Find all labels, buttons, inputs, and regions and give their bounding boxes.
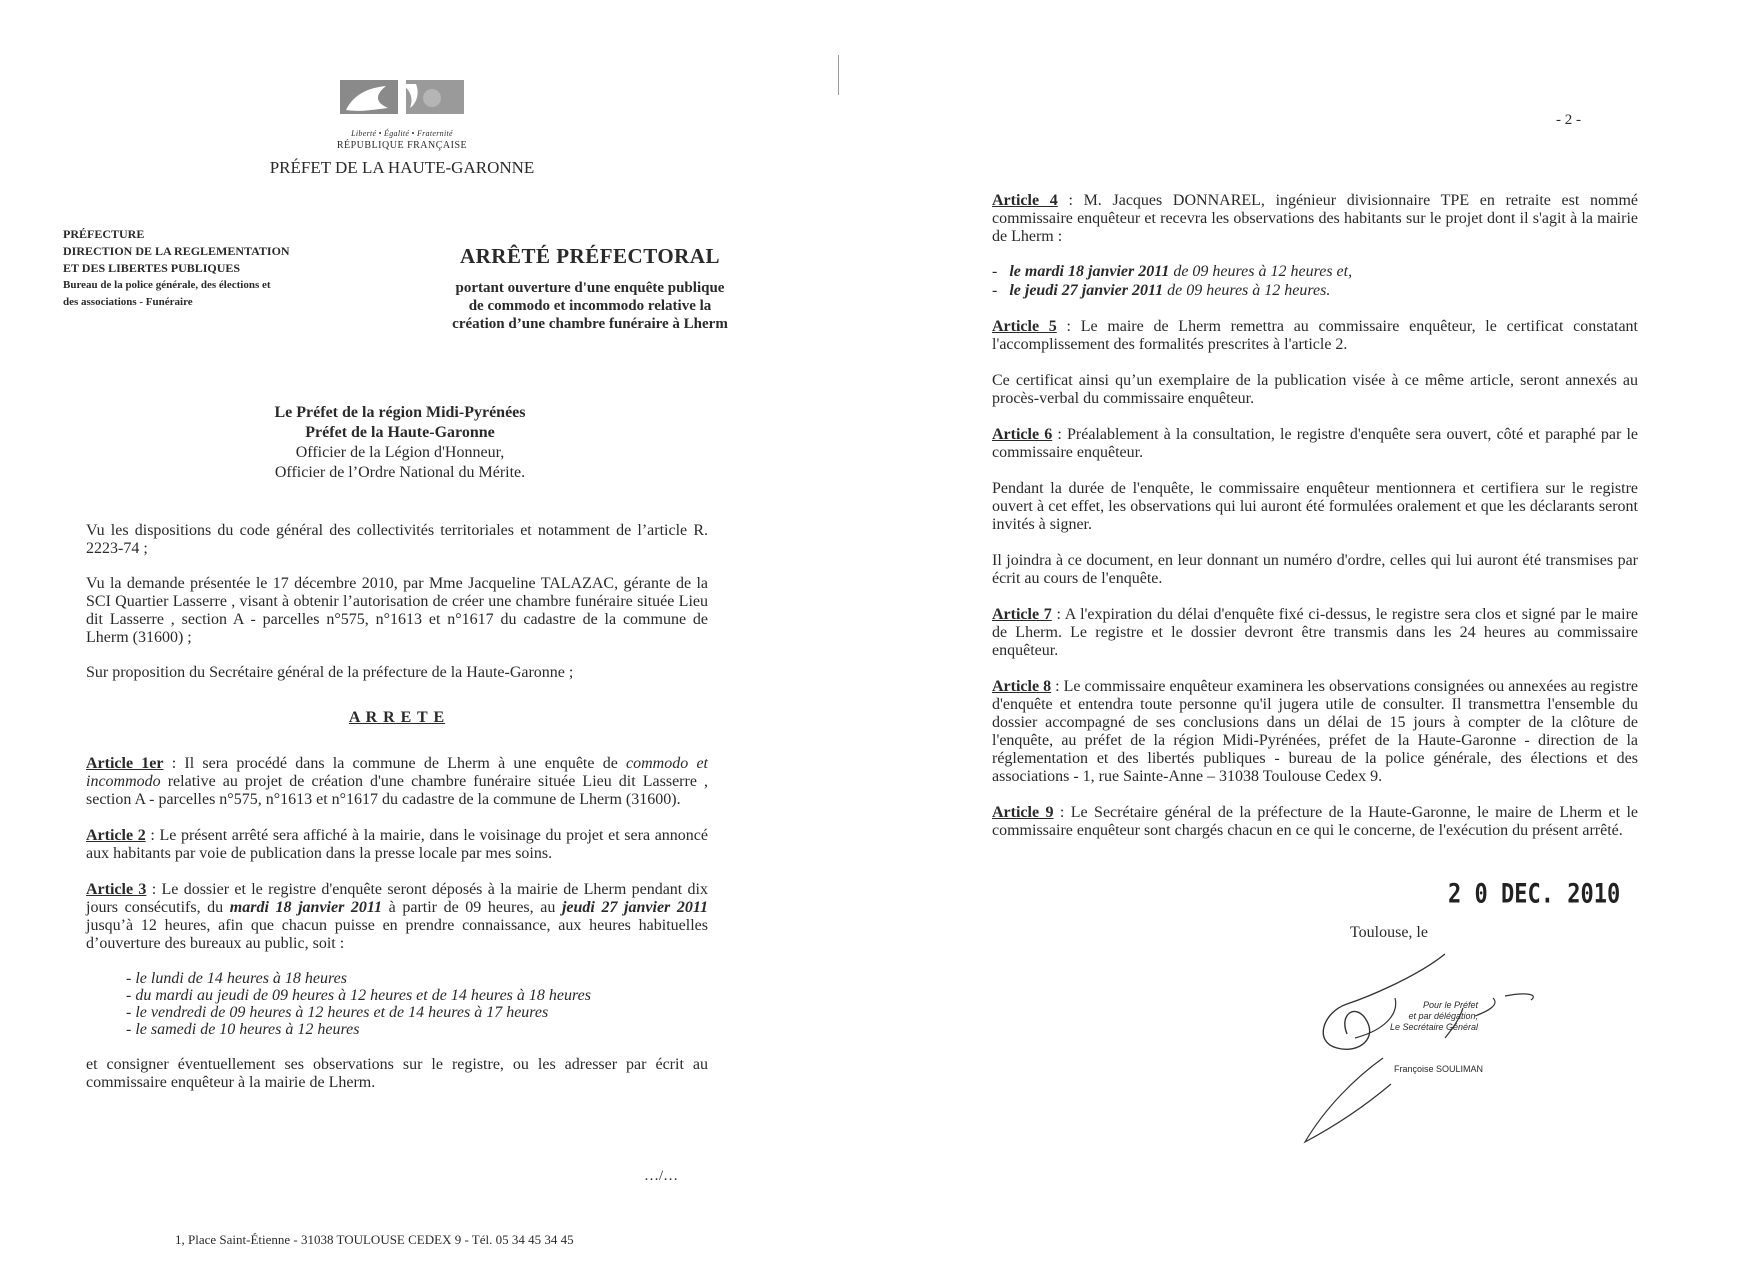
article-label: Article 9 (992, 804, 1054, 821)
article-label: Article 5 (992, 318, 1057, 335)
article-text: relative au projet de création d'une chambre funéraire située Lieu dit Lasserre , section A - parcelles n°575, n°1613 et n°1617 du cadastre de la commune de Lherm (31600). (86, 773, 708, 808)
signature-line: Pour le Préfet (1422, 1000, 1478, 1010)
left-body (86, 522, 708, 1092)
prefect-label: PRÉFET DE LA HAUTE-GARONNE (269, 158, 535, 177)
article-8 (992, 678, 1638, 786)
article-label: Article 7 (992, 606, 1052, 623)
service-line: DIRECTION DE LA REGLEMENTATION (63, 244, 290, 258)
article-date: le jeudi 27 janvier 2011 (1009, 282, 1164, 299)
article-text: : Préalablement à la consultation, le registre d'enquête sera ouvert, côté et paraphé par le commissaire enquêteur. (992, 426, 1638, 461)
article-3 (86, 881, 708, 953)
service-line: PRÉFECTURE (63, 227, 145, 241)
article-text: à partir de 09 heures, au (382, 899, 562, 916)
republic-label: RÉPUBLIQUE FRANÇAISE (336, 140, 468, 151)
handwritten-signature (1295, 938, 1585, 1150)
page-number: - 2 - (1556, 112, 1581, 128)
article-label: Article 3 (86, 881, 147, 898)
motto: Liberté • Égalité • Fraternité (351, 129, 453, 138)
footer-address: 1, Place Saint-Étienne - 31038 TOULOUSE CEDEX 9 - Tél. 05 34 45 34 45 (175, 1232, 574, 1247)
article-3-end: et consigner éventuellement ses observations sur le registre, ou les adresser par écrit au commissaire enquêteur à la mairie de Lherm. (86, 1056, 708, 1091)
article-date: mardi 18 janvier 2011 (229, 899, 383, 916)
list-item: - le jeudi 27 janvier 2011 de 09 heures à 12 heures. (992, 282, 1331, 299)
article-6-p2: Pendant la durée de l'enquête, le commissaire enquêteur mentionnera et certifiera sur le registre ouvert à cet effet, les observations qui lui auront été formulées oralement et que les déclarants seront invités à signer. (992, 480, 1638, 533)
article-text: jusqu’à 12 heures, afin que chacun puisse en prendre connaissance, aux heures habituelles d’ouverture des bureaux au public, soit : (86, 917, 708, 952)
authority-block (210, 403, 590, 483)
article-date: jeudi 27 janvier 2011 (561, 899, 708, 916)
signature-line: Le Secrétaire Général (1389, 1022, 1478, 1032)
article-5-p2: Ce certificat ainsi qu’un exemplaire de la publication visée à ce même article, seront annexés au procès-verbal du commissaire enquêteur. (992, 372, 1638, 407)
article-4 (992, 192, 1638, 246)
signature-line: et par délégation, (1408, 1011, 1478, 1021)
article-label: Article 1er (86, 755, 164, 772)
article-9 (992, 804, 1638, 840)
article-1 (86, 755, 708, 809)
service-block (63, 226, 353, 311)
arrete-heading: A R R E T E (348, 709, 446, 726)
date-stamp: 2 0 DEC. 2010 (1448, 879, 1621, 910)
service-line: ET DES LIBERTES PUBLIQUES (63, 261, 241, 275)
signature-block (1378, 1000, 1478, 1033)
article-text: : Il sera procédé dans la commune de Lherm à une enquête de (163, 755, 627, 772)
authority-line: Officier de l’Ordre National du Mérite. (274, 464, 526, 481)
article-text: : Le maire de Lherm remettra au commissaire enquêteur, le certificat constatant l'accomplissement des formalités prescrites à l'article 2. (992, 318, 1639, 353)
authority-line: Le Préfet de la région Midi-Pyrénées (274, 404, 526, 421)
article-text: : Le présent arrêté sera affiché à la mairie, dans le voisinage du projet et sera annoncé aux habitants par voie de publication dans la presse locale par mes soins. (86, 827, 708, 862)
article-label: Article 8 (992, 678, 1052, 695)
article-text: de 09 heures à 12 heures et, (1169, 263, 1353, 280)
list-item: - le mardi 18 janvier 2011 de 09 heures à 12 heures et, (992, 263, 1353, 280)
article-6-p3: Il joindra à ce document, en leur donnant un numéro d'ordre, celles qui lui auront été transmises par écrit au cours de l'enquête. (992, 552, 1638, 587)
vu-paragraph: Vu les dispositions du code général des collectivités territoriales et notamment de l’article R. 2223-74 ; (86, 522, 708, 557)
article-2 (86, 827, 708, 863)
article-text: : Le dossier et le registre d'enquête seront déposés à la mairie de Lherm pendant dix jours consécutifs, du (86, 881, 709, 916)
decree-title-main: ARRÊTÉ PRÉFECTORAL (459, 244, 721, 268)
article-text: : Le Secrétaire général de la préfecture de la Haute-Garonne, le maire de Lherm et le commissaire enquêteur sont chargés chacun en ce qui le concerne, de l'exécution du présent arrêté. (992, 804, 1639, 839)
decree-title (420, 244, 760, 333)
marianne-logo (340, 80, 464, 128)
list-item: - le samedi de 10 heures à 12 heures (126, 1021, 360, 1038)
decree-title-sub: portant ouverture d'une enquête publique (455, 280, 725, 296)
list-item: - le lundi de 14 heures à 18 heures (126, 970, 347, 987)
article-text: : A l'expiration du délai d'enquête fixé ci-dessus, le registre sera clos et signé par le maire de Lherm. Le registre et le dossier devront être transmis dans les 24 heures au commissaire enquêteur. (992, 606, 1639, 659)
article-text: de 09 heures à 12 heures. (1163, 282, 1331, 299)
continued-mark: …/… (644, 1168, 679, 1184)
sur-paragraph: Sur proposition du Secrétaire général de la préfecture de la Haute-Garonne ; (86, 664, 574, 681)
vu-paragraph: Vu la demande présentée le 17 décembre 2010, par Mme Jacqueline TALAZAC, gérante de la SCI Quartier Lasserre , visant à obtenir l’autorisation de créer une chambre funéraire située Lieu dit Lasserre , section A - parcelles n°575, n°1613 et n°1617 du cadastre de la commune de Lherm (31600) ; (86, 575, 708, 646)
article-4-dates (992, 262, 1638, 300)
article-label: Article 2 (86, 827, 146, 844)
decree-title-sub: de commodo et incommodo relative la (468, 298, 712, 314)
service-line: Bureau de la police générale, des élections et (63, 279, 271, 291)
authority-line: Préfet de la Haute-Garonne (305, 424, 495, 441)
right-body (992, 192, 1638, 840)
article-text: commodo et incommodo (86, 755, 708, 790)
page-divider (838, 55, 839, 95)
article-label: Article 4 (992, 192, 1058, 209)
place-label: Toulouse, le (1350, 924, 1428, 941)
signatory-name: Françoise SOULIMAN (1394, 1064, 1484, 1074)
article-text: : Le commissaire enquêteur examinera les observations consignées ou annexées au registre d'enquête et entendra toute personne qu'il jugera utile de consulter. Il transmettra l'ensemble du dossier accompagné de ses conclusions dans un délai de 15 jours à compter de la clôture de l'enquête, au préfet de la région Midi-Pyrénées, préfet de la Haute-Garonne - direction de la réglementation et des libertés publiques - bureau de la police générale, des élections et des associations - 1, rue Sainte-Anne – 31038 Toulouse Cedex 9. (992, 678, 1639, 785)
article-text: : M. Jacques DONNAREL, ingénieur divisionnaire TPE en retraite est nommé commissaire enquêteur et recevra les observations des habitants sur le projet dont il s'agit à la mairie de Lherm : (992, 192, 1639, 245)
list-item: - le vendredi de 09 heures à 12 heures et de 14 heures à 17 heures (126, 1004, 549, 1021)
article-label: Article 6 (992, 426, 1053, 443)
service-line: des associations - Funéraire (63, 296, 193, 308)
authority-line: Officier de la Légion d'Honneur, (295, 444, 505, 461)
opening-hours-list (86, 970, 708, 1038)
article-6 (992, 426, 1638, 462)
decree-title-sub: création d’une chambre funéraire à Lherm (452, 316, 728, 332)
article-5 (992, 318, 1638, 354)
article-date: le mardi 18 janvier 2011 (1009, 263, 1170, 280)
article-7 (992, 606, 1638, 660)
list-item: - du mardi au jeudi de 09 heures à 12 heures et de 14 heures à 18 heures (126, 987, 591, 1004)
